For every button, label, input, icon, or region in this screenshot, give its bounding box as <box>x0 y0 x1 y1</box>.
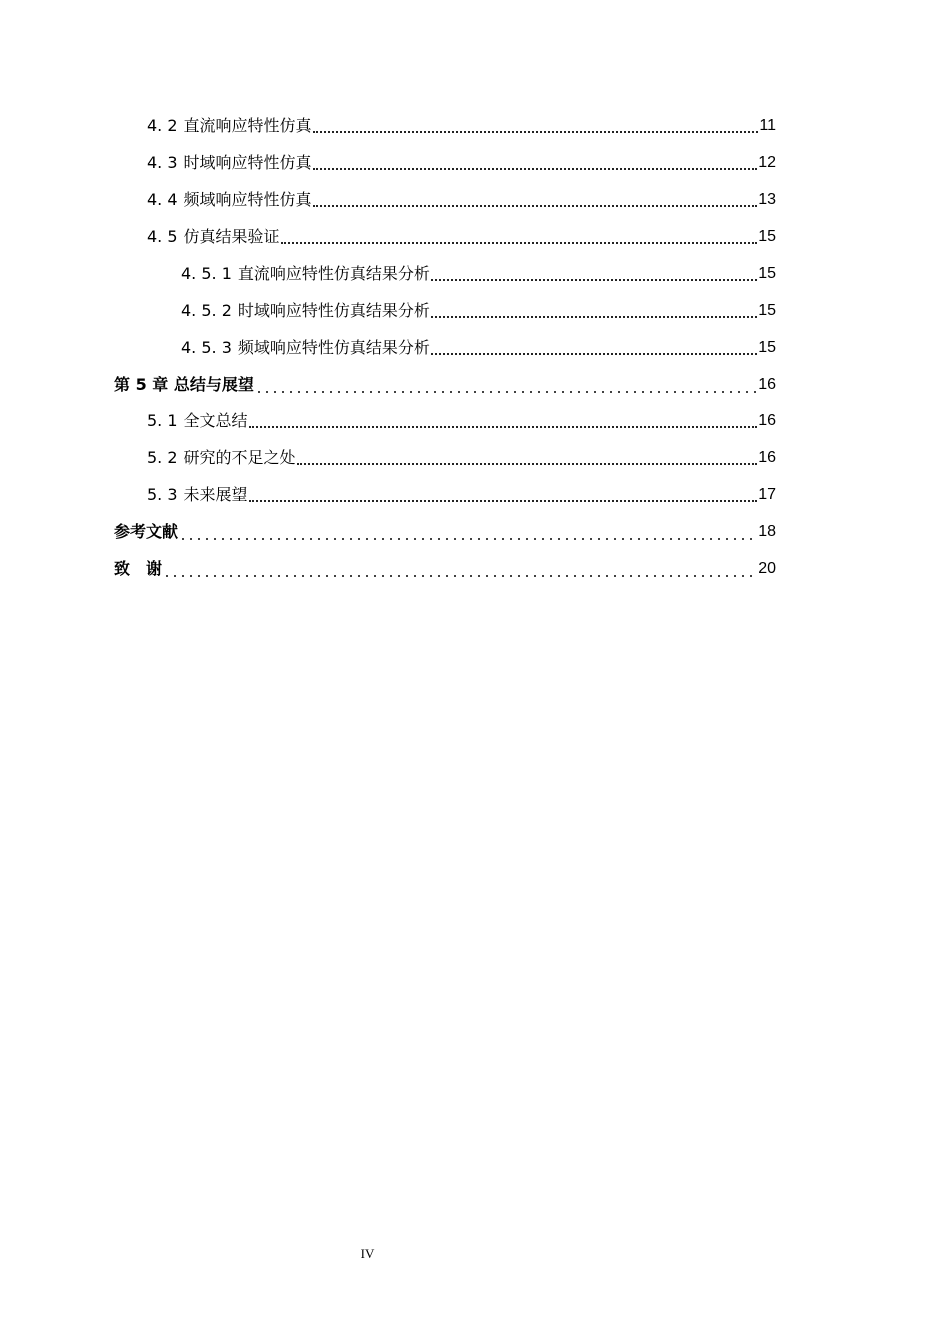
toc-dot-leader <box>163 559 757 579</box>
toc-dot-leader <box>179 522 757 542</box>
toc-dot-leader <box>281 227 758 247</box>
toc-entry-page: 16 <box>758 449 776 466</box>
toc-entry-title: 时域响应特性仿真 <box>183 153 312 172</box>
toc-entry-number: 4. 5. 1 <box>181 264 232 283</box>
toc-entry-number: 4. 5 <box>147 227 178 246</box>
toc-entry-title: 致 谢 <box>114 559 163 578</box>
toc-entry-number: 5. 1 <box>147 411 178 430</box>
toc-entry-title: 直流响应特性仿真 <box>183 116 312 135</box>
toc-entry-page: 15 <box>758 339 776 356</box>
toc-entry-number: 4. 2 <box>147 116 178 135</box>
page-number: IV <box>360 1246 375 1261</box>
toc-entry-page: 16 <box>758 412 776 429</box>
toc-entry-page: 15 <box>758 228 776 245</box>
toc-entry-title: 研究的不足之处 <box>183 448 296 467</box>
toc-dot-leader <box>249 485 758 505</box>
toc-entry-4-2[interactable] <box>147 108 776 144</box>
toc-dot-leader <box>297 448 758 468</box>
toc-dot-leader <box>431 338 757 358</box>
toc-entry-number: 4. 5. 2 <box>181 301 232 320</box>
toc-entry-title: 频域响应特性仿真 <box>183 190 312 209</box>
toc-entry-number: 4. 3 <box>147 153 178 172</box>
toc-entry-number: 5. 2 <box>147 448 178 467</box>
toc-entry-4-5[interactable] <box>147 219 776 255</box>
toc-entry-title: 仿真结果验证 <box>183 227 280 246</box>
toc-entry-5-3[interactable] <box>147 477 776 513</box>
toc-entry-page: 15 <box>758 302 776 319</box>
toc-dot-leader <box>249 411 758 431</box>
toc-dot-leader <box>255 375 757 395</box>
toc-entry-title: 第 5 章 总结与展望 <box>114 375 254 394</box>
toc-entry-number: 5. 3 <box>147 485 178 504</box>
toc-entry-chapter-5[interactable] <box>114 367 776 403</box>
toc-entry-title: 未来展望 <box>183 485 248 504</box>
toc-entry-title: 时域响应特性仿真结果分析 <box>237 301 430 320</box>
toc-entry-page: 12 <box>758 154 776 171</box>
toc-dot-leader <box>431 264 757 284</box>
toc-entry-page: 20 <box>758 560 776 577</box>
toc-entry-title: 频域响应特性仿真结果分析 <box>237 338 430 357</box>
toc-entry-page: 15 <box>758 265 776 282</box>
toc-entry-title: 直流响应特性仿真结果分析 <box>237 264 430 283</box>
toc-entry-page: 13 <box>758 191 776 208</box>
toc-entry-page: 17 <box>758 486 776 503</box>
toc-entry-4-3[interactable] <box>147 145 776 181</box>
toc-entry-title: 参考文献 <box>114 522 179 541</box>
toc-dot-leader <box>313 190 758 210</box>
toc-entry-acknowledgements[interactable] <box>114 551 776 587</box>
toc-dot-leader <box>431 301 757 321</box>
toc-dot-leader <box>313 116 759 136</box>
toc-entry-4-4[interactable] <box>147 182 776 218</box>
toc-entry-title: 全文总结 <box>183 411 248 430</box>
toc-entry-4-5-2[interactable] <box>181 293 776 329</box>
toc-entry-4-5-1[interactable] <box>181 256 776 292</box>
toc-entry-5-2[interactable] <box>147 440 776 476</box>
toc-entry-page: 18 <box>758 523 776 540</box>
toc-entry-page: 11 <box>759 117 776 134</box>
toc-entry-references[interactable] <box>114 514 776 550</box>
toc-dot-leader <box>313 153 758 173</box>
toc-entry-5-1[interactable] <box>147 403 776 439</box>
toc-entry-number: 4. 5. 3 <box>181 338 232 357</box>
toc-entry-number: 4. 4 <box>147 190 178 209</box>
toc-entry-4-5-3[interactable] <box>181 330 776 366</box>
toc-entry-page: 16 <box>758 376 776 393</box>
